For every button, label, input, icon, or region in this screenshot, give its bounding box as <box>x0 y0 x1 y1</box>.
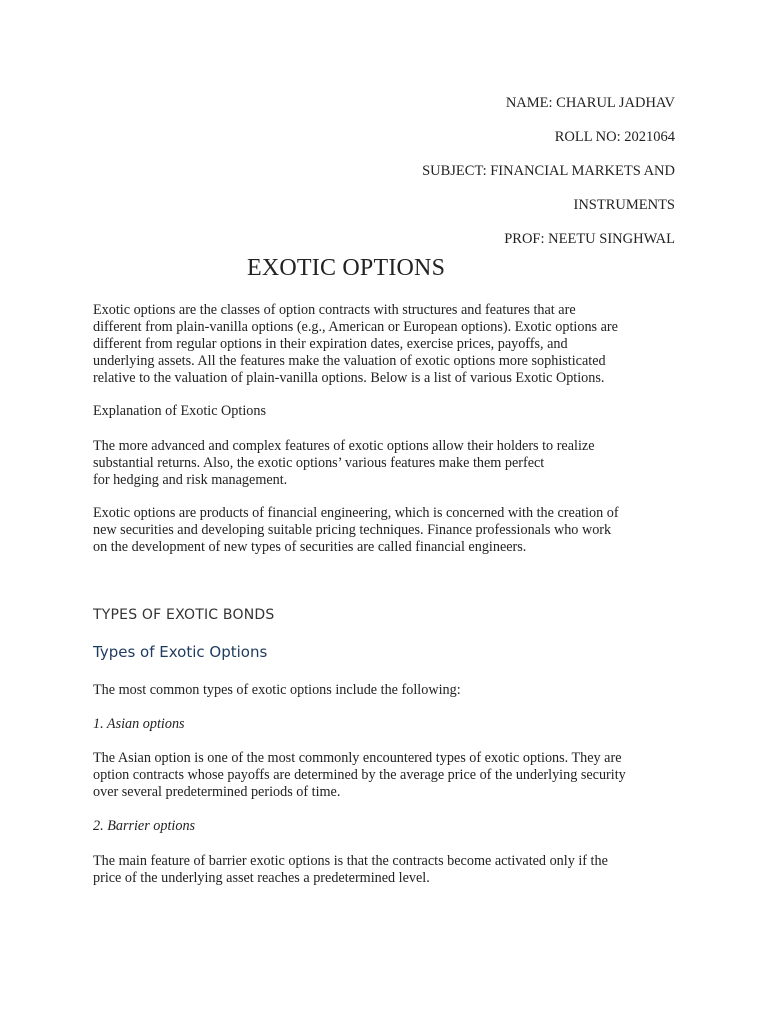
explanation-paragraph-2 <box>93 505 683 556</box>
explanation-paragraph-1 <box>93 438 683 489</box>
explanation-line: on the development of new types of securities are called financial engineers. <box>93 539 527 555</box>
intro-line: underlying assets. All the features make the valuation of exotic options more sophisticated <box>93 353 606 369</box>
types-of-exotic-options-heading: Types of Exotic Options <box>93 643 268 661</box>
professor-name: PROF: NEETU SINGHWAL <box>504 231 675 247</box>
explanation-heading: Explanation of Exotic Options <box>93 403 266 419</box>
common-types-paragraph: The most common types of exotic options include the following: <box>93 682 461 698</box>
student-name: NAME: CHARUL JADHAV <box>505 95 675 111</box>
asian-line: option contracts whose payoffs are determined by the average price of the underlying security <box>93 767 626 783</box>
barrier-line: The main feature of barrier exotic options is that the contracts become activated only if the <box>93 853 608 869</box>
intro-line: Exotic options are the classes of option contracts with structures and features that are <box>93 302 576 318</box>
barrier-options-heading: 2. Barrier options <box>93 818 196 834</box>
intro-line: different from plain-vanilla options (e.g., American or European options). Exotic options are <box>93 319 618 335</box>
types-of-exotic-bonds-heading: TYPES OF EXOTIC BONDS <box>93 607 275 623</box>
asian-line: The Asian option is one of the most commonly encountered types of exotic options. They are <box>93 750 622 766</box>
explanation-line: The more advanced and complex features of exotic options allow their holders to realize <box>93 438 595 454</box>
asian-line: over several predetermined periods of time. <box>93 784 341 800</box>
document-title: EXOTIC OPTIONS <box>247 255 446 281</box>
explanation-line: Exotic options are products of financial engineering, which is concerned with the creation of <box>93 505 619 521</box>
explanation-line: for hedging and risk management. <box>93 472 288 488</box>
asian-options-heading: 1. Asian options <box>93 716 185 732</box>
explanation-line: new securities and developing suitable pricing techniques. Finance professionals who work <box>93 522 612 538</box>
barrier-line: price of the underlying asset reaches a predetermined level. <box>93 870 430 886</box>
intro-line: different from regular options in their expiration dates, exercise prices, payoffs, and <box>93 336 568 352</box>
asian-options-paragraph <box>93 750 683 801</box>
subject-line-2: INSTRUMENTS <box>573 197 675 213</box>
barrier-options-paragraph <box>93 853 683 887</box>
explanation-line: substantial returns. Also, the exotic options’ various features make them perfect <box>93 455 545 471</box>
roll-number: ROLL NO: 2021064 <box>554 129 675 145</box>
student-info-block <box>422 86 675 256</box>
intro-paragraph <box>93 302 683 387</box>
subject-line-1: SUBJECT: FINANCIAL MARKETS AND <box>422 163 675 179</box>
intro-line: relative to the valuation of plain-vanilla options. Below is a list of various Exotic Options. <box>93 370 605 386</box>
